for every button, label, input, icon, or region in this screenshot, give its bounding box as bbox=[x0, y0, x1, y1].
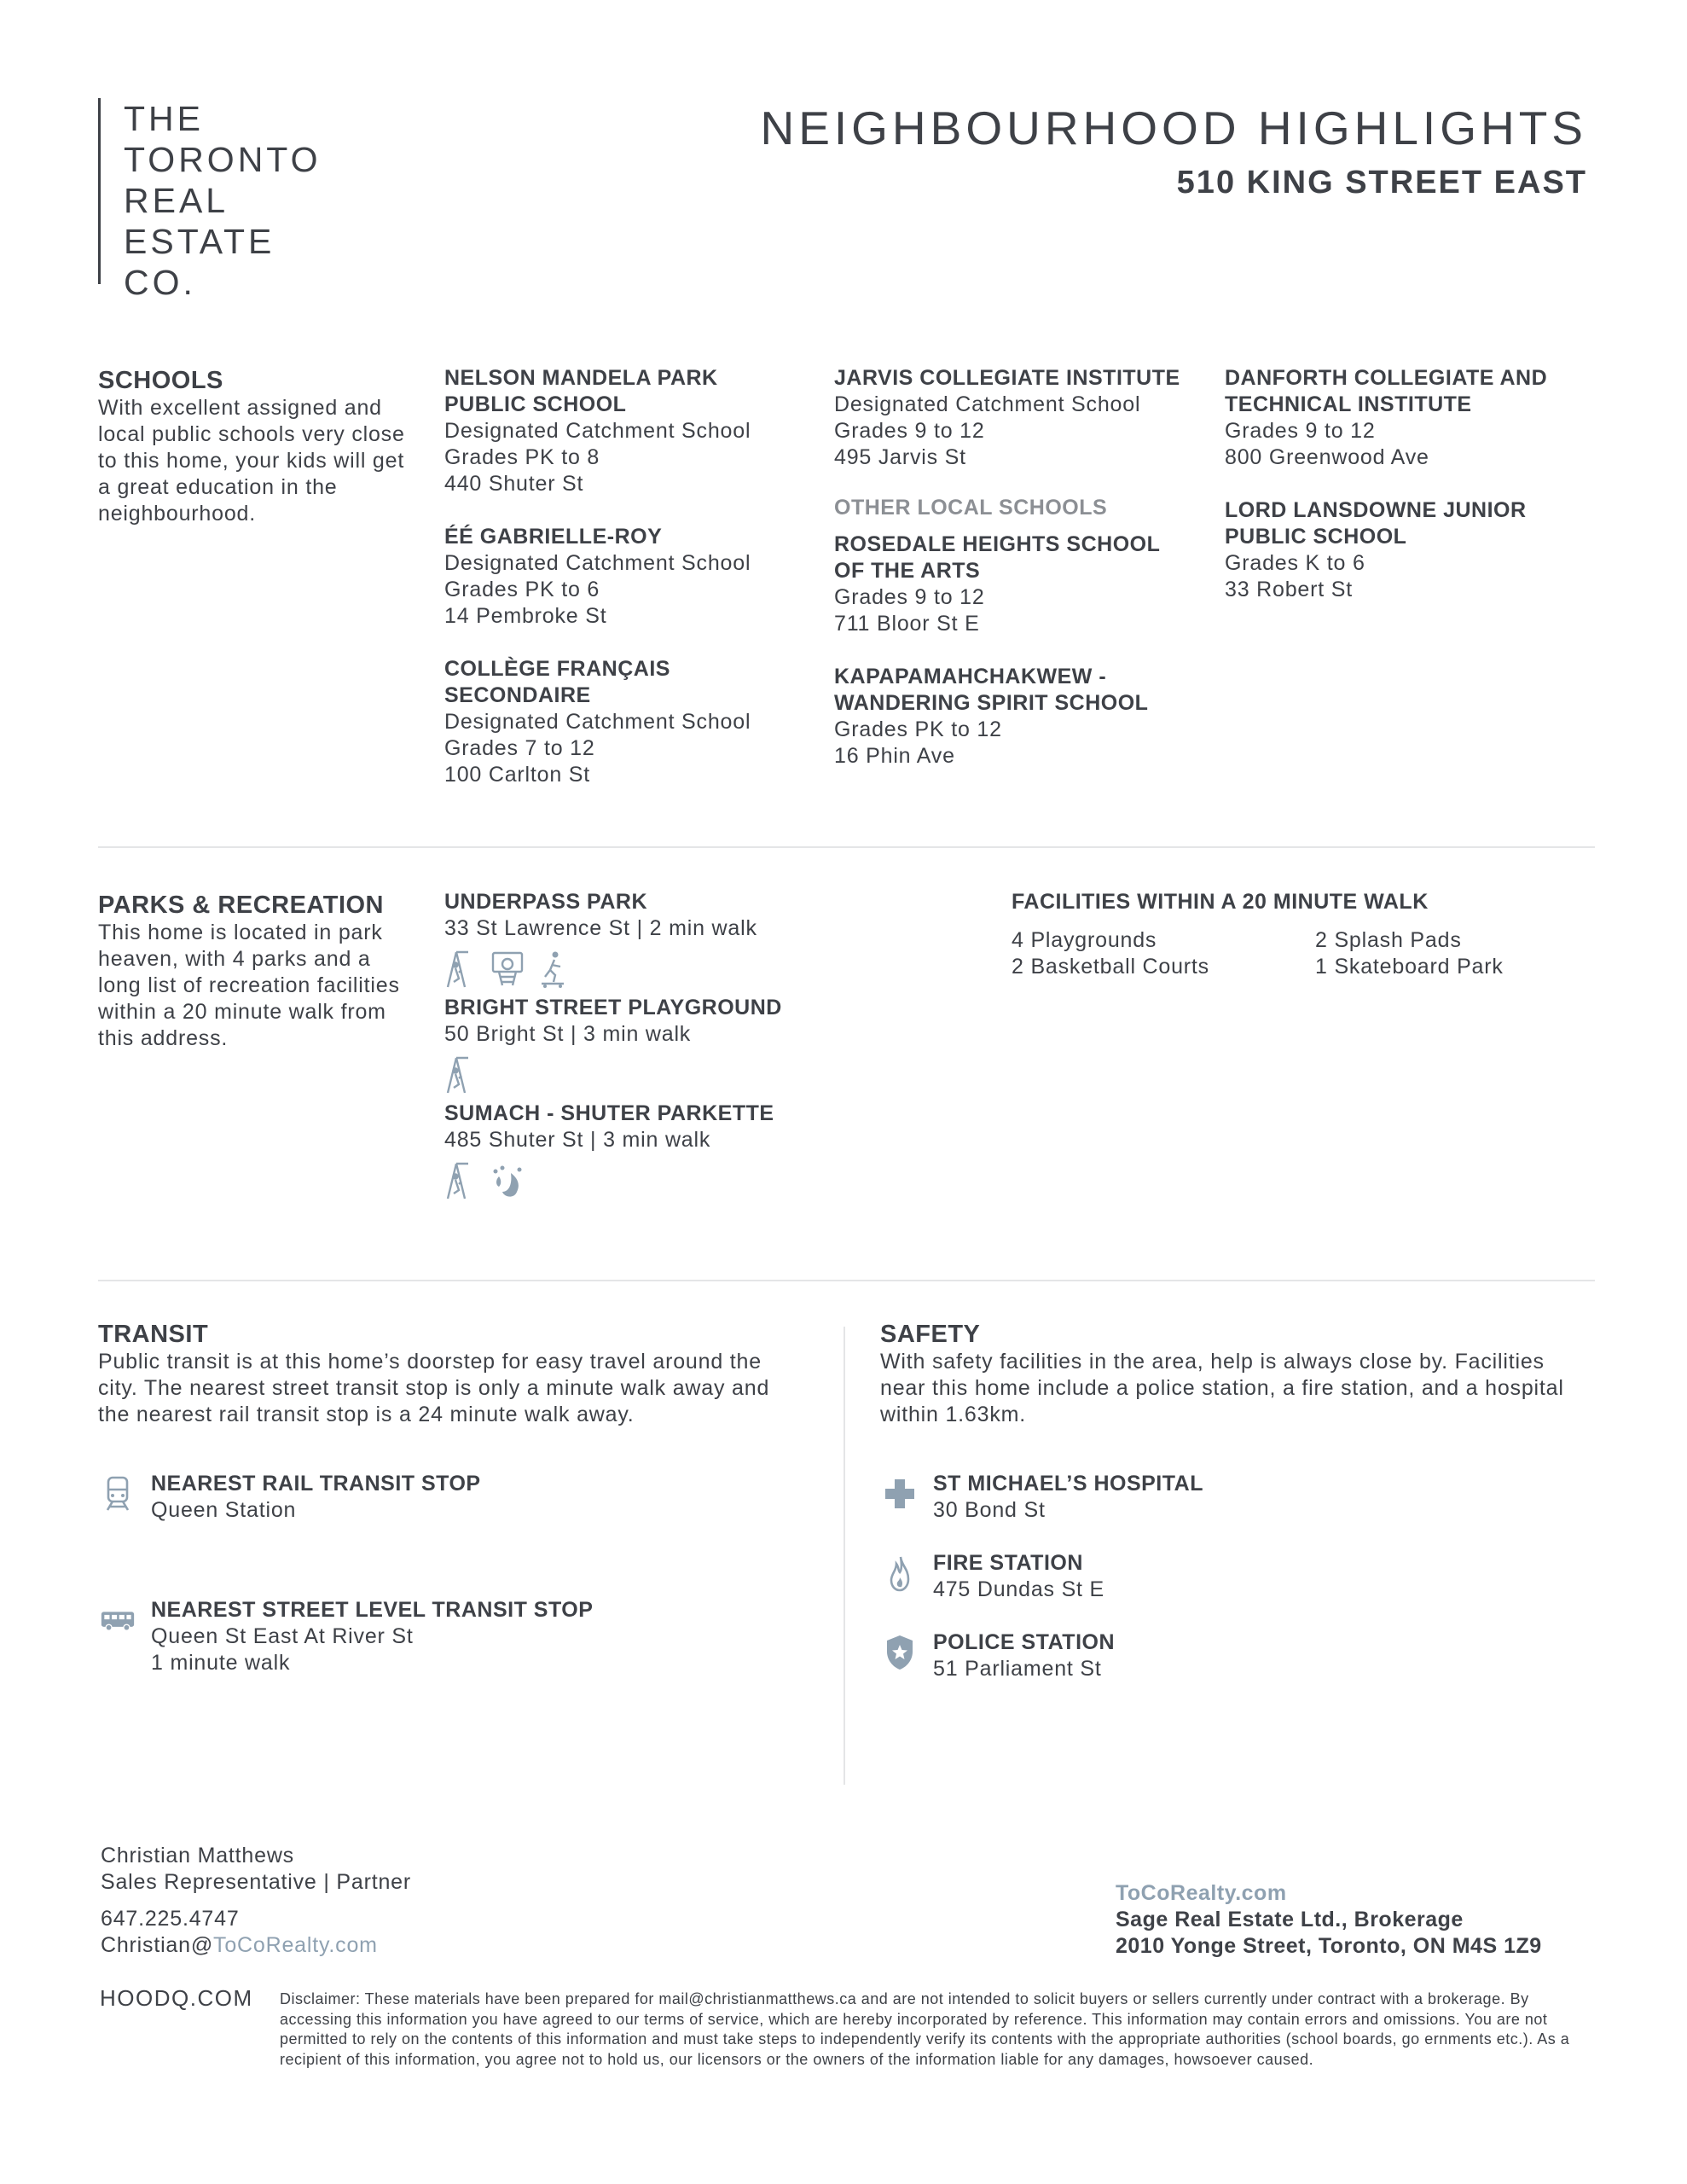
playground-icon bbox=[444, 1161, 478, 1200]
facilities-title: FACILITIES WITHIN A 20 MINUTE WALK bbox=[1012, 890, 1429, 914]
column-divider bbox=[844, 1327, 845, 1785]
school-address: 711 Bloor St E bbox=[834, 612, 980, 636]
school-name: LORD LANSDOWNE JUNIOR PUBLIC SCHOOL bbox=[1225, 498, 1527, 549]
school-name: NELSON MANDELA PARK PUBLIC SCHOOL bbox=[444, 366, 718, 416]
school-entry bbox=[834, 365, 1201, 471]
school-grades: Grades K to 6 bbox=[1225, 551, 1365, 575]
hoodq-brand[interactable]: HOODQ.COM bbox=[100, 1985, 253, 2011]
agent-email[interactable] bbox=[101, 1932, 612, 1959]
logo-line: REAL bbox=[124, 181, 229, 220]
school-entry bbox=[444, 656, 803, 788]
school-entry bbox=[1225, 497, 1595, 603]
school-entry bbox=[1225, 365, 1595, 471]
safety-item-label: POLICE STATION bbox=[933, 1630, 1116, 1654]
facilities-summary bbox=[1012, 889, 1595, 980]
school-name: COLLÈGE FRANÇAIS SECONDAIRE bbox=[444, 657, 670, 707]
playground-icon bbox=[444, 1055, 478, 1095]
park-entry bbox=[444, 995, 837, 1095]
parks-intro bbox=[98, 892, 414, 1052]
schools-column-3 bbox=[1225, 365, 1595, 630]
hospital-cross-icon bbox=[880, 1472, 919, 1515]
street-transit-label: NEAREST STREET LEVEL TRANSIT STOP bbox=[151, 1598, 594, 1622]
brokerage-address: 2010 Yonge Street, Toronto, ON M4S 1Z9 bbox=[1116, 1934, 1542, 1958]
street-stop-walk: 1 minute walk bbox=[151, 1651, 291, 1675]
school-type: Designated Catchment School bbox=[444, 419, 751, 443]
transit-title: TRANSIT bbox=[98, 1321, 209, 1348]
email-domain: ToCoRealty.com bbox=[213, 1933, 378, 1957]
facility-count: 2 Basketball Courts bbox=[1012, 955, 1209, 979]
school-type: Designated Catchment School bbox=[834, 392, 1141, 416]
park-entry bbox=[444, 889, 837, 990]
parks-title: PARKS & RECREATION bbox=[98, 892, 384, 919]
safety-description: With safety facilities in the area, help is always close by. Facilities near this home include a police station, a fire station, and a hospital within 1.63km. bbox=[880, 1350, 1564, 1426]
park-name: SUMACH - SHUTER PARKETTE bbox=[444, 1101, 774, 1125]
schools-intro bbox=[98, 367, 414, 527]
section-divider bbox=[98, 1280, 1595, 1281]
page-title: NEIGHBOURHOOD HIGHLIGHTS bbox=[760, 102, 1587, 154]
agent-phone[interactable]: 647.225.4747 bbox=[101, 1907, 240, 1931]
basketball-icon bbox=[490, 950, 525, 989]
school-address: 33 Robert St bbox=[1225, 578, 1353, 601]
schools-column-2 bbox=[834, 365, 1201, 796]
park-name: BRIGHT STREET PLAYGROUND bbox=[444, 996, 782, 1019]
school-name: ÉÉ GABRIELLE-ROY bbox=[444, 525, 663, 549]
other-schools-heading: OTHER LOCAL SCHOOLS bbox=[834, 496, 1108, 520]
street-transit-item bbox=[98, 1597, 797, 1676]
disclaimer-text: Disclaimer: These materials have been prepared for mail@christianmatthews.ca and are not intended to solicit buyers or sellers currently under contract with a brokerage. By accessing this information you have agreed to our terms of service, which are hereby incorporated by reference. This information may contain errors and omissions. You are not permitted to rely on the contents of this information and must take steps to independently verify its contents with the appropriate authorities (school boards, go ernments etc.). As a recipient of this information, you agree not to hold us, our licensors or the owners of the information liable for any damages, howsoever caused. bbox=[280, 1990, 1570, 2068]
park-amenity-icons bbox=[444, 1054, 837, 1095]
company-logo bbox=[98, 98, 322, 302]
park-amenity-icons bbox=[444, 1160, 837, 1201]
school-entry bbox=[444, 524, 803, 630]
rail-transit-label: NEAREST RAIL TRANSIT STOP bbox=[151, 1472, 481, 1496]
safety-item-label: FIRE STATION bbox=[933, 1551, 1083, 1575]
school-grades: Grades 9 to 12 bbox=[834, 419, 985, 443]
school-grades: Grades 9 to 12 bbox=[834, 585, 985, 609]
school-entry bbox=[444, 365, 803, 497]
park-amenity-icons bbox=[444, 949, 837, 990]
logo-line: ESTATE bbox=[124, 222, 275, 261]
safety-item-address: 51 Parliament St bbox=[933, 1657, 1102, 1681]
safety-section bbox=[880, 1321, 1595, 1682]
school-name: DANFORTH COLLEGIATE AND TECHNICAL INSTITUTE bbox=[1225, 366, 1548, 416]
parks-description: This home is located in park heaven, with 4 parks and a long list of recreation facilities within a 20 minute walk from this address. bbox=[98, 921, 400, 1050]
agent-name: Christian Matthews bbox=[101, 1844, 294, 1867]
facility-count: 4 Playgrounds bbox=[1012, 928, 1157, 952]
police-shield-icon bbox=[880, 1631, 919, 1674]
safety-item-address: 475 Dundas St E bbox=[933, 1577, 1105, 1601]
school-name: JARVIS COLLEGIATE INSTITUTE bbox=[834, 366, 1180, 390]
school-entry bbox=[834, 531, 1201, 637]
agent-title: Sales Representative | Partner bbox=[101, 1870, 412, 1894]
safety-item-label: ST MICHAEL’S HOSPITAL bbox=[933, 1472, 1203, 1496]
website-link[interactable]: ToCoRealty.com bbox=[1116, 1881, 1287, 1905]
rail-station-name: Queen Station bbox=[151, 1498, 297, 1522]
school-grades: Grades PK to 6 bbox=[444, 578, 600, 601]
flame-icon bbox=[880, 1552, 919, 1594]
safety-title: SAFETY bbox=[880, 1321, 981, 1348]
logo-line: THE bbox=[124, 99, 204, 138]
safety-item bbox=[880, 1471, 1595, 1524]
playground-icon bbox=[444, 950, 478, 989]
park-detail: 33 St Lawrence St | 2 min walk bbox=[444, 916, 757, 940]
section-divider bbox=[98, 846, 1595, 848]
park-entry bbox=[444, 1101, 837, 1201]
school-type: Designated Catchment School bbox=[444, 710, 751, 734]
school-grades: Grades PK to 12 bbox=[834, 717, 1002, 741]
park-detail: 50 Bright St | 3 min walk bbox=[444, 1022, 692, 1046]
safety-item bbox=[880, 1629, 1595, 1682]
park-name: UNDERPASS PARK bbox=[444, 890, 648, 914]
safety-item-address: 30 Bond St bbox=[933, 1498, 1046, 1522]
property-address: 510 KING STREET EAST bbox=[1176, 165, 1587, 200]
facility-count: 1 Skateboard Park bbox=[1315, 955, 1504, 979]
school-type: Designated Catchment School bbox=[444, 551, 751, 575]
schools-description: With excellent assigned and local public schools very close to this home, your kids will get a great education in the neighbourhood. bbox=[98, 396, 405, 526]
logo-line: CO. bbox=[124, 263, 196, 302]
splash-pad-icon bbox=[490, 1161, 525, 1200]
school-grades: Grades 9 to 12 bbox=[1225, 419, 1376, 443]
school-address: 14 Pembroke St bbox=[444, 604, 607, 628]
agent-contact bbox=[101, 1843, 612, 1959]
school-grades: Grades 7 to 12 bbox=[444, 736, 595, 760]
rail-transit-item bbox=[98, 1471, 797, 1524]
skateboard-icon bbox=[536, 950, 571, 989]
logo-line: TORONTO bbox=[124, 140, 322, 179]
brokerage-name: Sage Real Estate Ltd., Brokerage bbox=[1116, 1908, 1464, 1931]
bus-icon bbox=[98, 1599, 137, 1641]
street-stop-name: Queen St East At River St bbox=[151, 1624, 414, 1648]
schools-column-1 bbox=[444, 365, 803, 815]
school-address: 800 Greenwood Ave bbox=[1225, 445, 1429, 469]
school-address: 495 Jarvis St bbox=[834, 445, 966, 469]
parks-list bbox=[444, 889, 837, 1206]
park-detail: 485 Shuter St | 3 min walk bbox=[444, 1128, 711, 1152]
transit-description: Public transit is at this home’s doorstep for easy travel around the city. The nearest street transit stop is only a minute walk away and the nearest rail transit stop is a 24 minute walk away. bbox=[98, 1350, 770, 1426]
school-name: KAPAPAMAHCHAKWEW - WANDERING SPIRIT SCHOOL bbox=[834, 665, 1149, 715]
transit-section bbox=[98, 1321, 797, 1676]
school-name: ROSEDALE HEIGHTS SCHOOL OF THE ARTS bbox=[834, 532, 1160, 583]
school-grades: Grades PK to 8 bbox=[444, 445, 600, 469]
email-user: Christian@ bbox=[101, 1933, 214, 1957]
brokerage-info bbox=[1116, 1880, 1602, 1960]
train-icon bbox=[98, 1472, 137, 1515]
school-entry bbox=[834, 664, 1201, 770]
safety-item bbox=[880, 1550, 1595, 1603]
schools-title: SCHOOLS bbox=[98, 367, 223, 394]
school-address: 100 Carlton St bbox=[444, 763, 591, 787]
facilities-grid bbox=[1012, 927, 1595, 980]
school-address: 16 Phin Ave bbox=[834, 744, 955, 768]
facility-count: 2 Splash Pads bbox=[1315, 928, 1462, 952]
school-address: 440 Shuter St bbox=[444, 472, 584, 496]
